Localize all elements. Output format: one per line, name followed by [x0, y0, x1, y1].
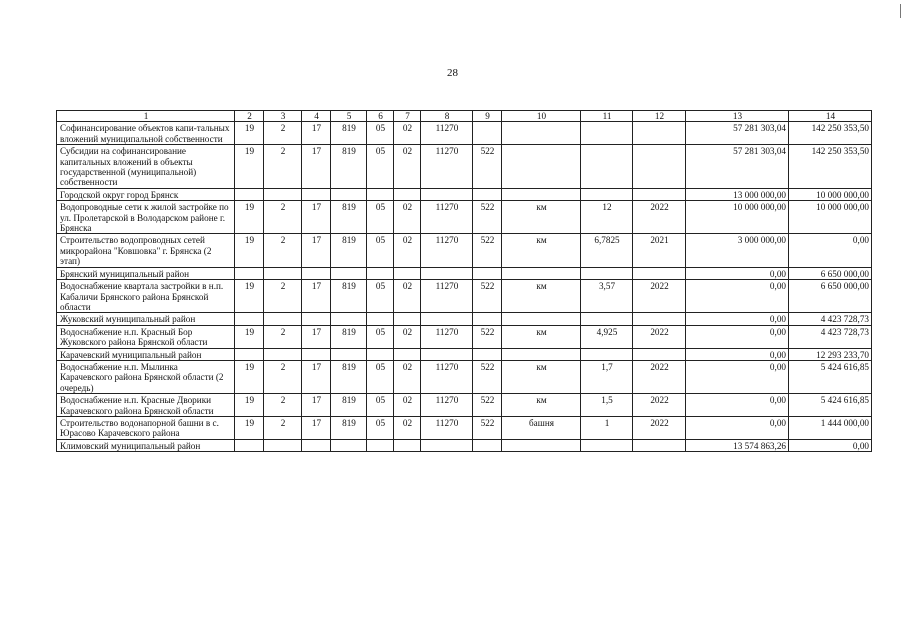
table-row	[57, 439, 872, 451]
row-name-cell: Водоснабжение н.п. Красный Бор Жуковского района Брянской области	[57, 325, 235, 348]
table-cell: 2	[264, 280, 302, 313]
table-cell	[394, 439, 421, 451]
edge-mark	[900, 4, 901, 18]
table-cell	[633, 267, 686, 279]
table-cell: 17	[302, 360, 331, 393]
table-cell: 02	[394, 201, 421, 234]
table-cell: 19	[235, 145, 264, 189]
row-name-cell: Карачевский муниципальный район	[57, 348, 235, 360]
table-cell	[367, 439, 394, 451]
table-cell: 1,5	[581, 394, 633, 417]
table-cell	[473, 122, 502, 145]
table-cell: 0,00	[686, 280, 789, 313]
table-cell: 11270	[421, 145, 473, 189]
table-cell: 17	[302, 394, 331, 417]
table-cell: км	[502, 394, 581, 417]
table-cell: 11270	[421, 122, 473, 145]
table-cell: 11270	[421, 325, 473, 348]
table-cell: 19	[235, 201, 264, 234]
table-cell: 11270	[421, 360, 473, 393]
table-cell: 05	[367, 280, 394, 313]
table-cell	[331, 439, 367, 451]
table-cell: 57 281 303,04	[686, 145, 789, 189]
column-header-6: 6	[367, 111, 394, 122]
table-cell: км	[502, 325, 581, 348]
row-name-cell: Водопроводные сети к жилой застройке по ул. Пролетарской в Володарском районе г. Брянска	[57, 201, 235, 234]
table-cell: 19	[235, 416, 264, 439]
table-cell	[633, 313, 686, 325]
table-row	[57, 360, 872, 393]
table-cell: 0,00	[686, 416, 789, 439]
table-cell	[302, 188, 331, 200]
table-cell: 3 000 000,00	[686, 234, 789, 267]
header-row	[57, 111, 872, 122]
table-cell: 142 250 353,50	[789, 145, 872, 189]
row-name-cell: Строительство водопроводных сетей микрорайона "Ковшовка" г. Брянска (2 этап)	[57, 234, 235, 267]
table-cell: 19	[235, 394, 264, 417]
table-row	[57, 348, 872, 360]
table-cell: 10 000 000,00	[789, 188, 872, 200]
column-header-3: 3	[264, 111, 302, 122]
table-row	[57, 145, 872, 189]
table-cell	[581, 439, 633, 451]
table-cell: 2022	[633, 360, 686, 393]
table-cell: км	[502, 280, 581, 313]
table-cell: 522	[473, 234, 502, 267]
table-cell: 819	[331, 360, 367, 393]
column-header-5: 5	[331, 111, 367, 122]
column-header-8: 8	[421, 111, 473, 122]
table-cell	[264, 267, 302, 279]
table-cell: 17	[302, 122, 331, 145]
table-cell: 4 423 728,73	[789, 325, 872, 348]
table-cell	[633, 122, 686, 145]
table-cell: 05	[367, 122, 394, 145]
table-cell: 11270	[421, 234, 473, 267]
page-number: 28	[447, 67, 458, 79]
table-row	[57, 201, 872, 234]
table-cell	[331, 313, 367, 325]
table-cell: 2	[264, 122, 302, 145]
table-row	[57, 234, 872, 267]
table-cell: 17	[302, 416, 331, 439]
table-cell	[473, 267, 502, 279]
table-cell: 13 574 863,26	[686, 439, 789, 451]
table-cell	[302, 313, 331, 325]
table-cell	[235, 348, 264, 360]
table-cell: 819	[331, 145, 367, 189]
table-cell	[264, 313, 302, 325]
table-cell	[581, 122, 633, 145]
table-cell: 05	[367, 394, 394, 417]
table-cell: 819	[331, 201, 367, 234]
table-cell: 819	[331, 122, 367, 145]
table-cell	[581, 188, 633, 200]
row-name-cell: Софинансирование объектов капи-тальных вложений муниципальной собственности	[57, 122, 235, 145]
column-header-4: 4	[302, 111, 331, 122]
table-cell: 1,7	[581, 360, 633, 393]
table-cell: 19	[235, 280, 264, 313]
table-cell: 0,00	[789, 439, 872, 451]
table-cell: 05	[367, 234, 394, 267]
table-row	[57, 394, 872, 417]
table-cell	[394, 267, 421, 279]
table-cell	[394, 348, 421, 360]
table-cell	[502, 348, 581, 360]
table-cell: 11270	[421, 201, 473, 234]
table-cell	[367, 188, 394, 200]
table-cell: 1 444 000,00	[789, 416, 872, 439]
row-name-cell: Строительство водонапорной башни в с. Юрасово Карачевского района	[57, 416, 235, 439]
table-cell: 142 250 353,50	[789, 122, 872, 145]
table-row	[57, 416, 872, 439]
table-cell	[502, 267, 581, 279]
table-cell	[394, 313, 421, 325]
table-cell	[473, 313, 502, 325]
table-cell: 3,57	[581, 280, 633, 313]
table-cell: 6 650 000,00	[789, 280, 872, 313]
table-cell: 2022	[633, 394, 686, 417]
table-cell	[473, 188, 502, 200]
table-cell: 0,00	[686, 394, 789, 417]
table-cell: 6,7825	[581, 234, 633, 267]
table-cell: 0,00	[686, 267, 789, 279]
table-cell: 12	[581, 201, 633, 234]
table-cell: 819	[331, 234, 367, 267]
table-cell: 6 650 000,00	[789, 267, 872, 279]
table-cell	[633, 348, 686, 360]
row-name-cell: Субсидии на софинансирование капитальных вложений в объекты государственной (муниципальной) собственности	[57, 145, 235, 189]
table-cell: 02	[394, 122, 421, 145]
table-cell: 05	[367, 325, 394, 348]
table-cell: 02	[394, 360, 421, 393]
row-name-cell: Жуковский муниципальный район	[57, 313, 235, 325]
table-cell	[421, 267, 473, 279]
table-row	[57, 188, 872, 200]
table-cell: 10 000 000,00	[789, 201, 872, 234]
table-cell	[235, 188, 264, 200]
table-cell	[581, 313, 633, 325]
table-cell: 0,00	[686, 313, 789, 325]
table-cell: 4 423 728,73	[789, 313, 872, 325]
table-cell	[264, 439, 302, 451]
table-cell: 13 000 000,00	[686, 188, 789, 200]
table-cell: 17	[302, 234, 331, 267]
column-header-9: 9	[473, 111, 502, 122]
table-cell	[421, 188, 473, 200]
table-cell: 11270	[421, 394, 473, 417]
column-header-7: 7	[394, 111, 421, 122]
table-cell	[302, 348, 331, 360]
table-cell: км	[502, 201, 581, 234]
table-cell: 2	[264, 145, 302, 189]
table-cell: 2022	[633, 416, 686, 439]
table-cell: 2	[264, 360, 302, 393]
table-cell: 522	[473, 416, 502, 439]
table-cell	[302, 439, 331, 451]
table-cell: 19	[235, 122, 264, 145]
table-cell	[394, 188, 421, 200]
table-cell: 11270	[421, 416, 473, 439]
table-cell: 2	[264, 234, 302, 267]
table-cell: 05	[367, 360, 394, 393]
table-cell	[473, 348, 502, 360]
table-cell: 19	[235, 234, 264, 267]
table-cell: 2022	[633, 280, 686, 313]
table-cell: 0,00	[789, 234, 872, 267]
table-cell: 02	[394, 394, 421, 417]
table-cell: 11270	[421, 280, 473, 313]
table-cell	[302, 267, 331, 279]
table-cell: 522	[473, 360, 502, 393]
table-cell: 0,00	[686, 325, 789, 348]
table-cell	[331, 267, 367, 279]
table-cell: 02	[394, 325, 421, 348]
table-cell: 5 424 616,85	[789, 360, 872, 393]
table-cell: башня	[502, 416, 581, 439]
table-row	[57, 122, 872, 145]
table-cell	[581, 145, 633, 189]
row-name-cell: Водоснабжение н.п. Красные Дворики Карачевского района Брянской области	[57, 394, 235, 417]
table-cell	[502, 122, 581, 145]
table-cell	[502, 439, 581, 451]
table-cell	[473, 439, 502, 451]
table-row	[57, 313, 872, 325]
table-cell	[502, 313, 581, 325]
table-cell: 0,00	[686, 348, 789, 360]
table-cell: 19	[235, 360, 264, 393]
table-cell: км	[502, 234, 581, 267]
table-cell: 02	[394, 280, 421, 313]
table-cell: 02	[394, 234, 421, 267]
table-row	[57, 280, 872, 313]
table-cell: 05	[367, 416, 394, 439]
table-cell	[235, 313, 264, 325]
table-cell: 2022	[633, 325, 686, 348]
table-cell: 02	[394, 416, 421, 439]
column-header-12: 12	[633, 111, 686, 122]
column-header-14: 14	[789, 111, 872, 122]
column-header-11: 11	[581, 111, 633, 122]
table-cell: 4,925	[581, 325, 633, 348]
table-cell: 819	[331, 325, 367, 348]
table-body	[57, 122, 872, 452]
table-cell: 02	[394, 145, 421, 189]
table-cell	[421, 313, 473, 325]
table-cell: 12 293 233,70	[789, 348, 872, 360]
table-cell: 819	[331, 416, 367, 439]
table-cell: 57 281 303,04	[686, 122, 789, 145]
table-cell	[633, 439, 686, 451]
table-row	[57, 267, 872, 279]
table-cell	[633, 188, 686, 200]
table-cell	[235, 439, 264, 451]
table-cell	[331, 188, 367, 200]
table-cell	[235, 267, 264, 279]
budget-table	[56, 110, 872, 452]
table-cell: 0,00	[686, 360, 789, 393]
table-cell: 17	[302, 145, 331, 189]
table-cell: 17	[302, 325, 331, 348]
table-cell: 2021	[633, 234, 686, 267]
column-header-13: 13	[686, 111, 789, 122]
row-name-cell: Водоснабжение квартала застройки в н.п. Кабаличи Брянского района Брянской области	[57, 280, 235, 313]
table-cell: 17	[302, 280, 331, 313]
table-cell: 2	[264, 325, 302, 348]
table-cell: 522	[473, 145, 502, 189]
table-cell	[421, 348, 473, 360]
row-name-cell: Брянский муниципальный район	[57, 267, 235, 279]
row-name-cell: Городской округ город Брянск	[57, 188, 235, 200]
column-header-10: 10	[502, 111, 581, 122]
table-cell	[367, 348, 394, 360]
table-cell	[367, 267, 394, 279]
table-cell	[633, 145, 686, 189]
column-header-1: 1	[57, 111, 235, 122]
table-cell: 2	[264, 416, 302, 439]
table-cell	[367, 313, 394, 325]
table-cell	[502, 188, 581, 200]
table-cell: км	[502, 360, 581, 393]
table-cell: 819	[331, 280, 367, 313]
table-row	[57, 325, 872, 348]
table-cell: 2022	[633, 201, 686, 234]
table-cell: 522	[473, 394, 502, 417]
table-cell: 819	[331, 394, 367, 417]
column-header-2: 2	[235, 111, 264, 122]
table-cell	[331, 348, 367, 360]
table-cell: 10 000 000,00	[686, 201, 789, 234]
table-cell: 522	[473, 325, 502, 348]
row-name-cell: Водоснабжение н.п. Мылинка Карачевского района Брянской области (2 очередь)	[57, 360, 235, 393]
table-cell	[581, 267, 633, 279]
row-name-cell: Климовский муниципальный район	[57, 439, 235, 451]
table-cell: 05	[367, 201, 394, 234]
table-cell: 522	[473, 280, 502, 313]
table-cell: 17	[302, 201, 331, 234]
table-cell	[264, 188, 302, 200]
table-cell: 05	[367, 145, 394, 189]
table-cell	[581, 348, 633, 360]
table-cell: 5 424 616,85	[789, 394, 872, 417]
table-cell	[264, 348, 302, 360]
table-cell: 2	[264, 201, 302, 234]
table-cell: 522	[473, 201, 502, 234]
table-cell: 19	[235, 325, 264, 348]
table-cell: 2	[264, 394, 302, 417]
table-cell	[502, 145, 581, 189]
table-cell	[421, 439, 473, 451]
table-cell: 1	[581, 416, 633, 439]
